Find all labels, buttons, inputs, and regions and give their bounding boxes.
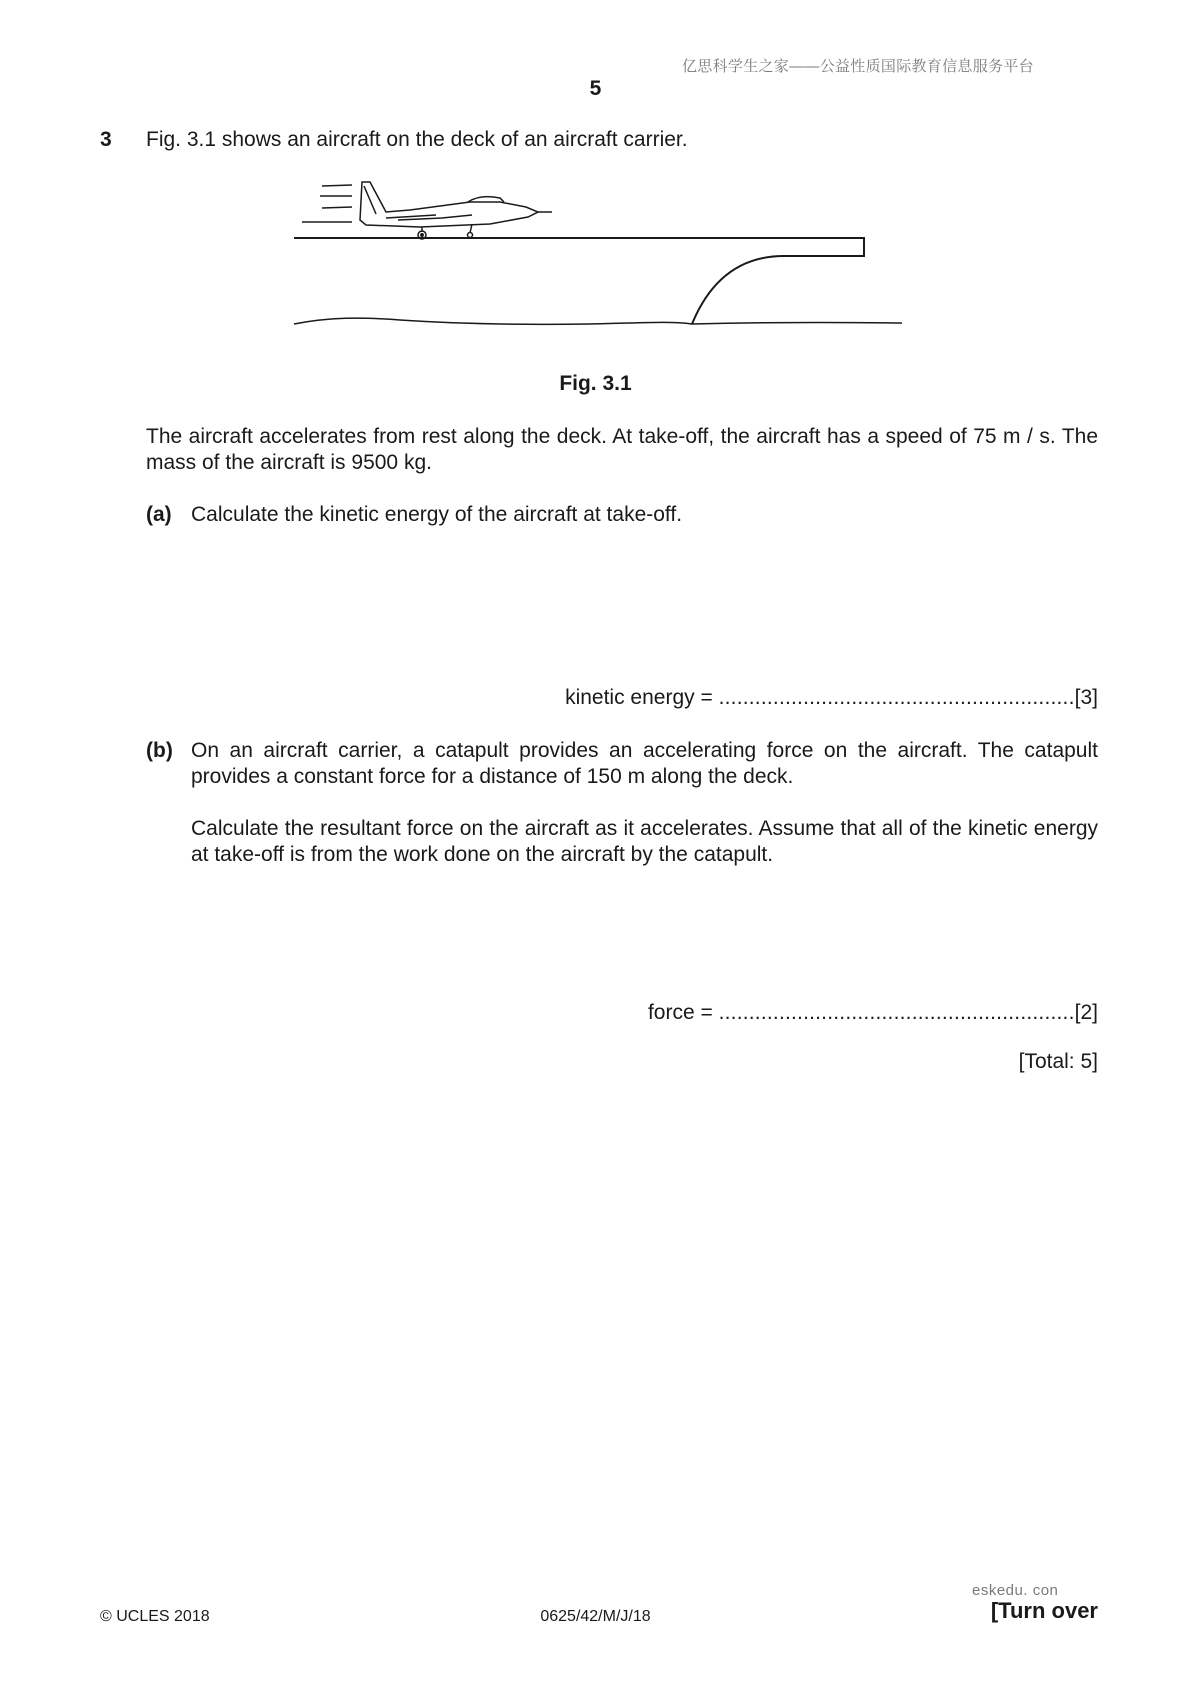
carrier-bow bbox=[692, 256, 784, 324]
kinetic-energy-label: kinetic energy = bbox=[565, 686, 719, 709]
page-number: 5 bbox=[589, 77, 602, 100]
question-number: 3 bbox=[100, 128, 112, 151]
marks-badge: [3] bbox=[1074, 686, 1098, 709]
kinetic-energy-answer-line[interactable] bbox=[565, 685, 1098, 711]
answer-dots: ........................................................... bbox=[718, 686, 1075, 709]
turn-over: [Turn over bbox=[990, 1598, 1098, 1623]
figure-caption: Fig. 3.1 bbox=[559, 372, 632, 395]
question-stem: The aircraft accelerates from rest along the deck. At take-off, the aircraft has a speed of 75 m / s. The mass of the aircraft is 9500 kg. bbox=[146, 425, 1098, 474]
part-b-instruction: Calculate the resultant force on the aircraft as it accelerates. Assume that all of the kinetic energy at take-off is from the work done on the aircraft by the catapult. bbox=[191, 817, 1098, 866]
total-marks: [Total: 5] bbox=[1018, 1050, 1098, 1073]
force-answer-line[interactable] bbox=[648, 1000, 1098, 1026]
part-a-label: (a) bbox=[146, 503, 172, 526]
part-a-text: Calculate the kinetic energy of the aircraft at take-off. bbox=[191, 503, 683, 526]
part-b-label: (b) bbox=[146, 739, 173, 762]
copyright: © UCLES 2018 bbox=[100, 1608, 210, 1625]
force-label: force = bbox=[647, 1001, 719, 1024]
marks-badge: [2] bbox=[1074, 1001, 1098, 1024]
watermark-text: 亿思科学生之家——公益性质国际教育信息服务平台 bbox=[682, 58, 1034, 75]
question-intro: Fig. 3.1 shows an aircraft on the deck of an aircraft carrier. bbox=[146, 128, 688, 151]
answer-dots: ........................................................... bbox=[718, 1001, 1075, 1024]
aircraft-carrier-figure bbox=[290, 172, 910, 342]
aircraft-icon bbox=[302, 182, 552, 239]
paper-code: 0625/42/M/J/18 bbox=[540, 1608, 651, 1625]
carrier-deck bbox=[294, 238, 864, 256]
sea-surface bbox=[294, 318, 902, 324]
site-watermark: eskedu. con bbox=[972, 1582, 1059, 1599]
part-b-text: On an aircraft carrier, a catapult provides an accelerating force on the aircraft. The catapult provides a constant force for a distance of 150 m along the deck. bbox=[191, 739, 1098, 788]
